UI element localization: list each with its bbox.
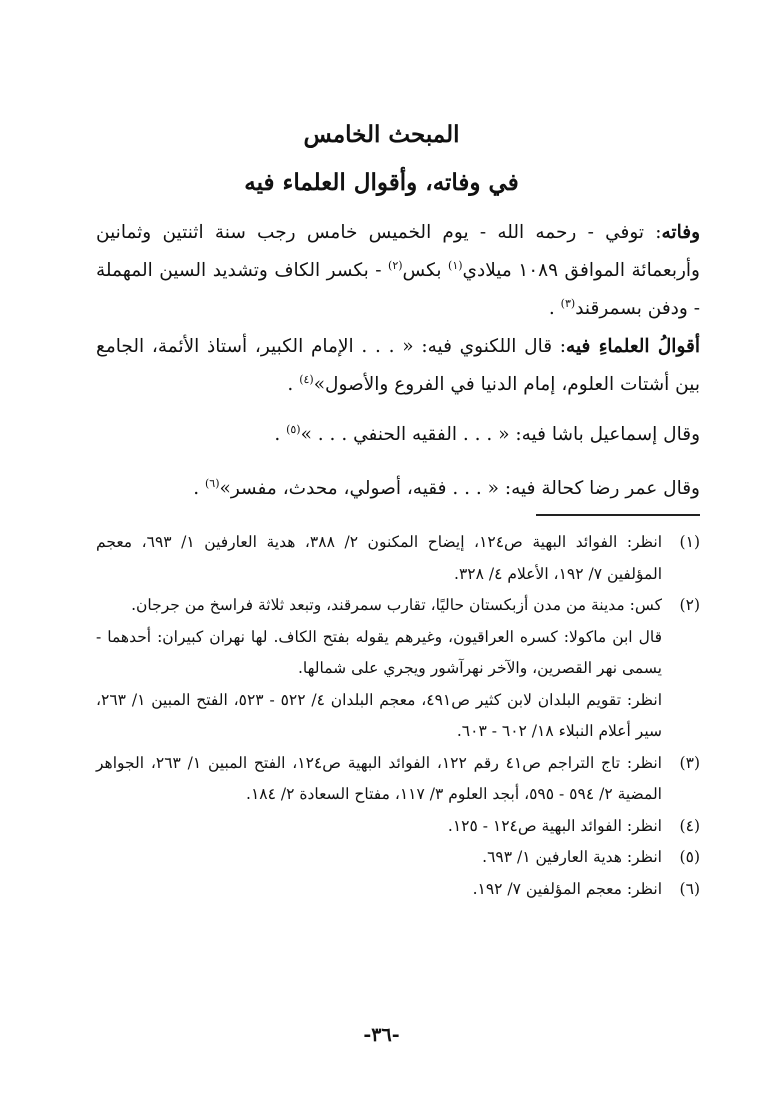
footnote-number: (٤) (679, 816, 700, 835)
opinions-paragraph (96, 328, 700, 404)
ismail-text: وقال إسماعيل باشا فيه: « . . . الفقيه الحنفي . . . » (300, 424, 700, 445)
footnote-ref-6: (٦) (205, 476, 220, 490)
footnote-text: انظر: معجم المؤلفين ٧/ ١٩٢. (472, 879, 662, 898)
footnote-ref-1: (١) (448, 258, 463, 272)
footnote-3 (96, 748, 700, 811)
footnote-2-continuation-1: قال ابن ماكولا: كسره العراقيون، وغيرهم يقوله بفتح الكاف. لها نهران كبيران: أحدهما - يسمى نهر القصرين، والآخر نهرآشور ويجري على شمالها. (96, 627, 662, 677)
page-number: -٣٦- (363, 1024, 400, 1046)
footnotes (96, 527, 700, 905)
footnote-number: (٢) (679, 596, 700, 614)
opinions-text-a: : قال اللكنوي فيه: « . . . الإمام الكبير، أستاذ الأئمة، الجامع بين أشتات العلوم، إمام الدنيا في الفروع والأصول» (96, 336, 700, 395)
death-text-a: : توفي - رحمه الله - يوم الخميس خامس رجب سنة اثنتين وثمانين وأربعمائة الموافق ١٠٨٩ ميلادي (96, 222, 700, 281)
footnote-ref-4: (٤) (299, 372, 314, 386)
ismail-paragraph (96, 416, 700, 454)
ismail-end: . (274, 424, 287, 445)
death-text-d: . (548, 298, 561, 319)
section-title: المبحث الخامس (303, 121, 460, 148)
kahhala-end: . (193, 478, 205, 499)
death-label: وفاته (661, 222, 700, 243)
section-subtitle: في وفاته، وأقوال العلماء فيه (244, 169, 519, 196)
footnote-text: انظر: الفوائد البهية ص١٢٤، إيضاح المكنون ٢/ ٣٨٨، هدية العارفين ١/ ٦٩٣، معجم المؤلفين ٧/ ١٩٢، الأعلام ٤/ ٣٢٨. (96, 533, 662, 583)
kahhala-text: وقال عمر رضا كحالة فيه: « . . . فقيه، أصولي، محدث، مفسر» (219, 478, 700, 499)
footnote-number: (١) (679, 533, 700, 551)
footnote-number: (٦) (679, 879, 700, 898)
footnote-number: (٥) (679, 848, 700, 866)
footnote-text: انظر: هدية العارفين ١/ ٦٩٣. (482, 848, 662, 866)
footnote-2 (96, 590, 700, 622)
kahhala-paragraph (96, 470, 700, 508)
footnote-1 (96, 527, 700, 590)
footnote-text: انظر: الفوائد البهية ص١٢٤ - ١٢٥. (447, 816, 662, 835)
footnote-6 (96, 874, 700, 906)
footnote-ref-3: (٣) (560, 296, 576, 310)
opinions-text-b: . (287, 374, 300, 395)
footnote-5 (96, 842, 700, 874)
footnote-text: كس: مدينة من مدن أزبكستان حاليًا، تقارب سمرقند، وتبعد ثلاثة فراسخ من جرجان. (131, 596, 662, 614)
footnote-text: انظر: تاج التراجم ص٤١ رقم ١٢٢، الفوائد البهية ص١٢٤، الفتح المبين ١/ ٢٦٣، الجواهر المضية ٢/ ٥٩٤ - ٥٩٥، أبجد العلوم ٣/ ١١٧، مفتاح السعادة ٢/ ١٨٤. (96, 753, 662, 803)
footnote-2-continuation-2: انظر: تقويم البلدان لابن كثير ص٤٩١، معجم البلدان ٤/ ٥٢٢ - ٥٢٣، الفتح المبين ١/ ٢٦٣، سير أعلام النبلاء ١٨/ ٦٠٢ - ٦٠٣. (96, 690, 663, 740)
footnote-number: (٣) (679, 753, 700, 772)
death-text-c: - بكسر الكاف وتشديد السين المهملة - ودفن بسمرقند (96, 260, 700, 319)
death-text-b: بكس (402, 260, 449, 281)
death-paragraph (96, 214, 700, 328)
footnote-separator (536, 514, 700, 516)
footnote-ref-2: (٢) (388, 258, 403, 272)
opinions-label: أقوالُ العلماءِ فيه (566, 336, 700, 357)
footnote-4 (96, 811, 700, 843)
footnote-ref-5: (٥) (286, 422, 301, 436)
